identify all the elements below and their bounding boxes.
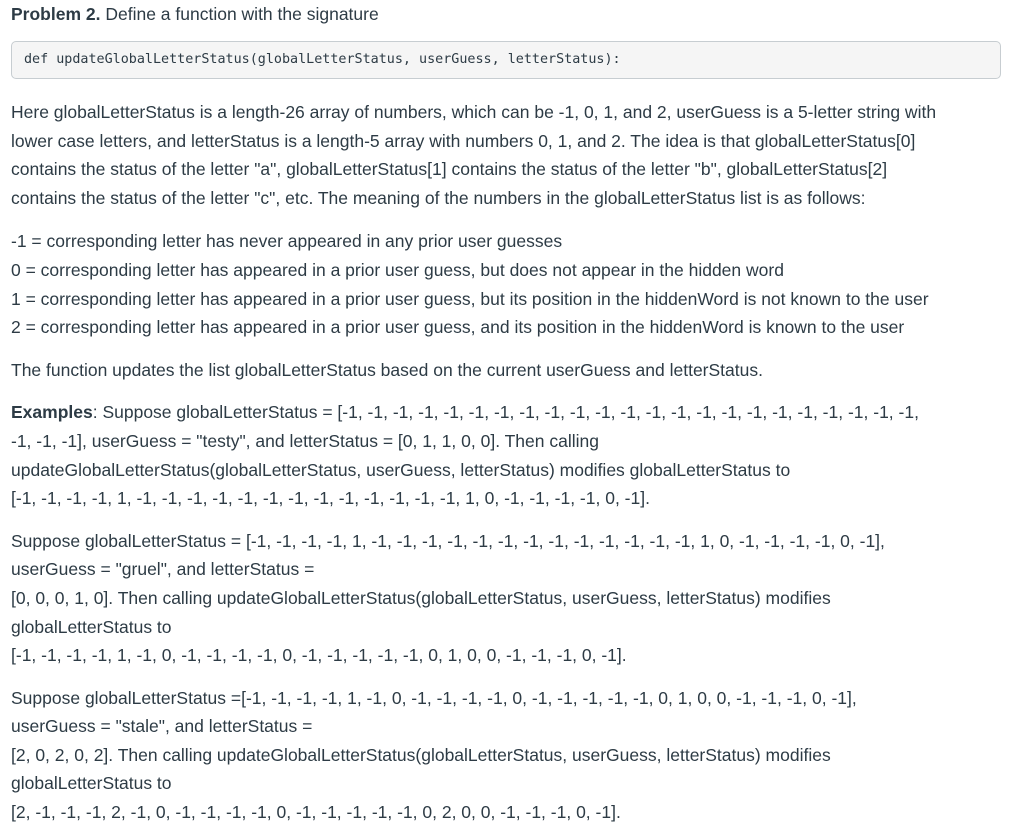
example-2	[11, 527, 1011, 670]
example-line: userGuess = "gruel", and letterStatus =	[11, 559, 315, 580]
function-signature: def updateGlobalLetterStatus(globalLetterStatus, userGuess, letterStatus):	[24, 52, 621, 67]
example-line: [2, -1, -1, -1, 2, -1, 0, -1, -1, -1, -1, 0, -1, -1, -1, -1, -1, 0, 2, 0, 0, -1, -1, -1, 0, -1].	[11, 802, 621, 823]
example-line: globalLetterStatus to	[11, 773, 172, 794]
code-block	[11, 41, 1001, 79]
examples-label: Examples	[11, 402, 93, 423]
example-line: Suppose globalLetterStatus =[-1, -1, -1, -1, 1, -1, 0, -1, -1, -1, -1, 0, -1, -1, -1, -1, -1, 0, 1, 0, 0, -1, -1, -1, 0, -1],	[11, 687, 857, 708]
example-line: [2, 0, 2, 0, 2]. Then calling updateGlobalLetterStatus(globalLetterStatus, userGuess, letterStatus) modifies	[11, 744, 831, 765]
problem-content	[11, 0, 1011, 827]
example-line: updateGlobalLetterStatus(globalLetterStatus, userGuess, letterStatus) modifies globalLetterStatus to	[11, 459, 791, 480]
meaning-line: 0 = corresponding letter has appeared in a prior user guess, but does not appear in the hidden word	[11, 259, 784, 280]
example-line: [-1, -1, -1, -1, 1, -1, 0, -1, -1, -1, -1, 0, -1, -1, -1, -1, -1, 0, 1, 0, 0, -1, -1, -1, 0, -1].	[11, 645, 627, 666]
example-3	[11, 684, 1011, 827]
example-line: -1, -1, -1], userGuess = "testy", and letterStatus = [0, 1, 1, 0, 0]. Then calling	[11, 430, 599, 451]
meaning-line: -1 = corresponding letter has never appeared in any prior user guesses	[11, 231, 563, 252]
intro-line: contains the status of the letter "c", etc. The meaning of the numbers in the globalLetterStatus list is as follows:	[11, 187, 866, 208]
example-line: [0, 0, 0, 1, 0]. Then calling updateGlobalLetterStatus(globalLetterStatus, userGuess, letterStatus) modifies	[11, 587, 831, 608]
problem-heading-text: Define a function with the signature	[100, 4, 379, 24]
example-line: Suppose globalLetterStatus = [-1, -1, -1, -1, 1, -1, -1, -1, -1, -1, -1, -1, -1, -1, -1, -1, -1, -1, 1, 0, -1, -1, -1, -1, 0, -1],	[11, 530, 885, 551]
meaning-line: 1 = corresponding letter has appeared in a prior user guess, but its position in the hiddenWord is not known to the user	[11, 288, 929, 309]
problem-label: Problem 2.	[11, 4, 101, 24]
example-line	[11, 398, 1011, 427]
intro-line: lower case letters, and letterStatus is a length-5 array with numbers 0, 1, and 2. The idea is that globalLetterStatus[0]	[11, 130, 916, 151]
intro-line: contains the status of the letter "a", globalLetterStatus[1] contains the status of the letter "b", globalLetterStatus[2]	[11, 159, 888, 180]
example-text: : Suppose globalLetterStatus = [-1, -1, -1, -1, -1, -1, -1, -1, -1, -1, -1, -1, -1, -1, -1, -1, -1, -1, -1, -1, -1, -1, -1,	[92, 402, 919, 423]
intro-line: Here globalLetterStatus is a length-26 array of numbers, which can be -1, 0, 1, and 2, userGuess is a 5-letter string with	[11, 102, 937, 122]
example-line: globalLetterStatus to	[11, 616, 172, 637]
meaning-line: 2 = corresponding letter has appeared in a prior user guess, and its position in the hiddenWord is known to the user	[11, 317, 905, 338]
update-note: The function updates the list globalLetterStatus based on the current userGuess and letterStatus.	[11, 359, 763, 380]
status-meanings	[11, 227, 1011, 341]
intro-paragraph	[11, 98, 1011, 212]
problem-heading	[11, 1, 1011, 27]
example-line: userGuess = "stale", and letterStatus =	[11, 716, 313, 737]
example-line: [-1, -1, -1, -1, 1, -1, -1, -1, -1, -1, -1, -1, -1, -1, -1, -1, -1, -1, 1, 0, -1, -1, -1, -1, 0, -1].	[11, 488, 650, 509]
example-1	[11, 398, 1011, 512]
